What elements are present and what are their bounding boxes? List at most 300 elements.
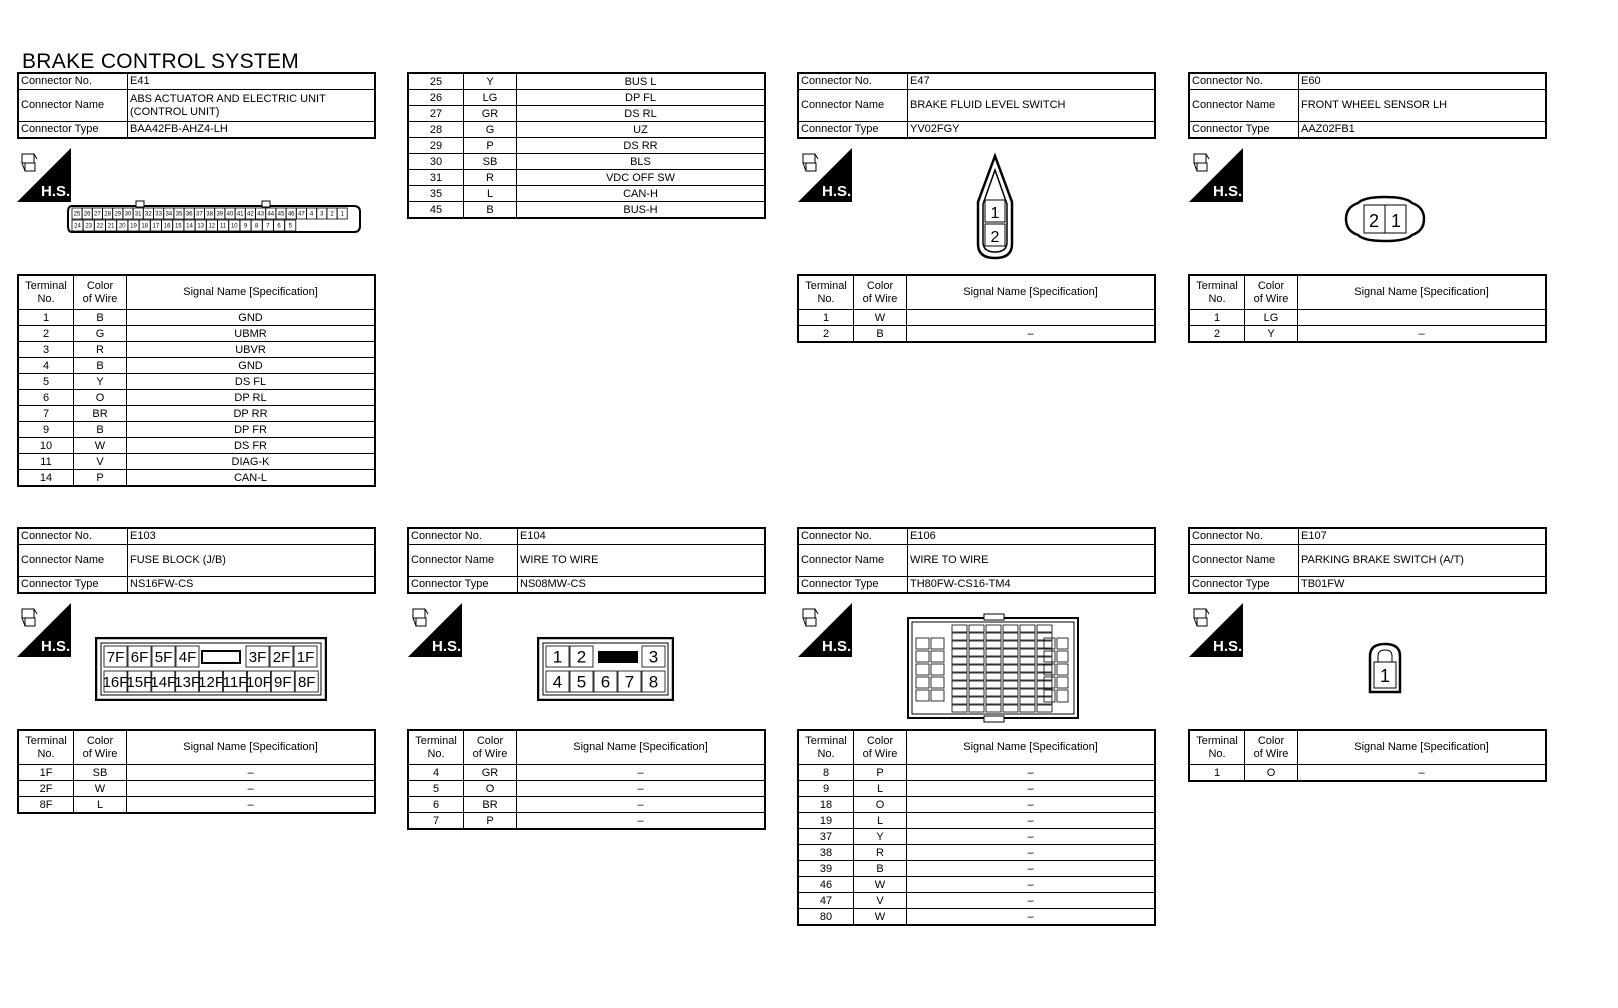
pin-label: 28 (104, 211, 111, 218)
terminal-cavity (952, 681, 967, 688)
color-header: Color of Wire (74, 275, 127, 310)
harness-side-icon (1189, 603, 1243, 657)
pin-label: 17 (152, 223, 160, 230)
signal-name-cell: VDC OFF SW (517, 170, 766, 186)
connector-info-e106 (797, 527, 1156, 594)
connector-name-label: Connector Name (1189, 90, 1299, 122)
pin-label: 24 (74, 223, 81, 230)
wire-color-cell: V (74, 454, 127, 470)
table-row (408, 765, 765, 781)
terminal-cavity (1020, 657, 1035, 664)
pin-label: 8F (297, 673, 316, 691)
pin-label: 36 (185, 211, 193, 218)
signal-name-cell: DP RR (127, 406, 376, 422)
terminal-cavity (986, 625, 1001, 632)
connector-no-value: E106 (908, 528, 1156, 545)
terminal-no-cell: 19 (798, 813, 854, 829)
terminal-cavity (1020, 697, 1035, 704)
terminal-cavity (916, 664, 929, 675)
pin-label: 16F (102, 673, 129, 691)
terminal-cavity (1057, 690, 1068, 702)
terminal-no-cell: 4 (18, 358, 74, 374)
signal-name-cell: – (907, 781, 1156, 797)
pin-label: 2 (576, 647, 587, 667)
wire-color-cell: P (854, 765, 907, 781)
pin-label: 31 (134, 211, 142, 218)
connector-no-value: E107 (1299, 528, 1547, 545)
terminal-table-e106 (797, 729, 1156, 926)
terminal-cavity (1037, 681, 1052, 688)
signal-name-cell: – (517, 797, 766, 813)
harness-side-icon (17, 148, 71, 202)
color-header: Color of Wire (1245, 730, 1298, 765)
terminal-no-cell: 9 (18, 422, 74, 438)
harness-side-icon (798, 148, 852, 202)
color-header: Color of Wire (1245, 275, 1298, 310)
signal-name-cell: DP RL (127, 390, 376, 406)
connector-info-e60 (1188, 72, 1547, 139)
terminal-no-cell: 6 (18, 390, 74, 406)
terminal-no-cell: 6 (408, 797, 464, 813)
table-row (798, 781, 1155, 797)
connector-name-label: Connector Name (798, 90, 908, 122)
terminal-no-cell: 1 (1189, 310, 1245, 326)
terminal-cavity (952, 665, 967, 672)
connector-type-label: Connector Type (18, 122, 128, 139)
connector-no-label: Connector No. (408, 528, 518, 545)
terminal-cavity (1020, 681, 1035, 688)
table-row (18, 422, 375, 438)
terminal-cavity (986, 681, 1001, 688)
pin-label: 25 (73, 211, 81, 218)
table-row (18, 406, 375, 422)
pin-label: 3 (648, 647, 659, 667)
terminal-table-e41 (17, 274, 376, 487)
connector-name-value: FUSE BLOCK (J/B) (128, 545, 376, 577)
table-row (18, 797, 375, 814)
signal-name-cell: DS FR (127, 438, 376, 454)
connector-no-value: E47 (908, 73, 1156, 90)
terminal-cavity (931, 690, 944, 701)
pin-label: 8 (648, 672, 659, 692)
pin-label: 7F (106, 648, 125, 666)
terminal-cavity (1003, 705, 1018, 712)
signal-header: Signal Name [Specification] (127, 730, 376, 765)
wire-color-cell: Y (1245, 326, 1298, 343)
terminal-cavity (952, 625, 967, 632)
terminal-cavity (969, 705, 984, 712)
terminal-cavity (969, 681, 984, 688)
terminal-cavity (1037, 673, 1052, 680)
terminal-header: Terminal No. (408, 730, 464, 765)
pin-label: 46 (287, 211, 295, 218)
wire-color-cell: GR (464, 106, 517, 122)
terminal-no-cell: 26 (408, 90, 464, 106)
table-row (798, 893, 1155, 909)
connector-face-e103 (95, 637, 327, 701)
terminal-cavity (1003, 641, 1018, 648)
wire-color-cell: B (74, 358, 127, 374)
terminal-table-e107 (1188, 729, 1547, 782)
signal-name-cell: – (907, 829, 1156, 845)
pin-label: 11F (222, 673, 248, 691)
terminal-no-cell: 2F (18, 781, 74, 797)
table-row (18, 326, 375, 342)
terminal-cavity (1003, 689, 1018, 696)
pin-label: 1F (296, 648, 315, 666)
connector-no-value: E60 (1299, 73, 1547, 90)
signal-name-cell: – (907, 893, 1156, 909)
signal-name-cell: BUS L (517, 73, 766, 90)
terminal-cavity (931, 664, 944, 675)
terminal-cavity (1020, 705, 1035, 712)
pin-label: 29 (114, 211, 122, 218)
pin-label: 6 (277, 223, 281, 230)
terminal-cavity (1020, 665, 1035, 672)
table-row (408, 106, 765, 122)
table-row (18, 342, 375, 358)
terminal-cavity (1037, 625, 1052, 632)
connector-type-label: Connector Type (18, 577, 128, 594)
wire-color-cell: R (74, 342, 127, 358)
wire-color-cell: L (464, 186, 517, 202)
connector-type-label: Connector Type (798, 577, 908, 594)
pin-label: 9 (243, 223, 248, 230)
pin-label: 22 (96, 223, 104, 230)
terminal-cavity (931, 651, 944, 662)
connector-no-value: E104 (518, 528, 766, 545)
signal-name-cell: – (517, 765, 766, 781)
terminal-cavity (969, 625, 984, 632)
terminal-cavity (1037, 633, 1052, 640)
pin-label: 47 (298, 211, 305, 218)
table-row (408, 90, 765, 106)
connector-face-e47 (970, 152, 1020, 264)
pin-label: 1 (552, 647, 563, 667)
pin-label: 1 (340, 211, 344, 218)
connector-no-label: Connector No. (18, 528, 128, 545)
wire-color-cell: B (74, 310, 127, 326)
hs-label: H.S. (822, 183, 852, 200)
terminal-cavity (969, 641, 984, 648)
terminal-cavity (1037, 697, 1052, 704)
terminal-cavity (916, 677, 929, 688)
pin-label: 3 (320, 211, 324, 218)
signal-name-cell: – (907, 797, 1156, 813)
signal-name-cell: DS RR (517, 138, 766, 154)
terminal-cavity (1003, 697, 1018, 704)
terminal-cavity (986, 649, 1001, 656)
terminal-no-cell: 3 (18, 342, 74, 358)
page-title: BRAKE CONTROL SYSTEM (22, 50, 300, 73)
connector-type-label: Connector Type (1189, 122, 1299, 139)
connector-type-value: BAA42FB-AHZ4-LH (128, 122, 376, 139)
pin-label: 11 (219, 223, 227, 230)
terminal-no-cell: 30 (408, 154, 464, 170)
terminal-cavity (986, 673, 1001, 680)
connector-name-line: ABS ACTUATOR AND ELECTRIC UNIT (130, 92, 326, 105)
table-row (408, 186, 765, 202)
wire-color-cell: B (854, 861, 907, 877)
pin-label: 5F (154, 648, 173, 666)
terminal-cavity (969, 697, 984, 704)
terminal-table-e104 (407, 729, 766, 830)
signal-name-cell: – (907, 909, 1156, 926)
table-row (408, 154, 765, 170)
pin-label: 32 (145, 211, 152, 218)
connector-name-label: Connector Name (1189, 545, 1299, 577)
harness-side-icon (408, 603, 462, 657)
terminal-cavity (1020, 649, 1035, 656)
table-row (1189, 326, 1546, 343)
signal-name-cell: – (1298, 765, 1547, 782)
terminal-cavity (1003, 649, 1018, 656)
wire-color-cell: L (854, 781, 907, 797)
signal-header: Signal Name [Specification] (907, 730, 1156, 765)
hs-label: H.S. (432, 638, 462, 655)
terminal-cavity (952, 641, 967, 648)
signal-name-cell: UZ (517, 122, 766, 138)
table-row (798, 310, 1155, 326)
wire-color-cell: B (854, 326, 907, 343)
signal-name-cell: – (907, 326, 1156, 343)
signal-name-cell: BLS (517, 154, 766, 170)
pin-label: 16 (163, 223, 171, 230)
terminal-header: Terminal No. (18, 730, 74, 765)
table-row (1189, 310, 1546, 326)
table-row (408, 781, 765, 797)
terminal-no-cell: 1 (18, 310, 74, 326)
pin-label: 1 (1379, 666, 1391, 686)
signal-name-cell: – (907, 813, 1156, 829)
pin-label: 42 (247, 211, 254, 218)
connector-name-value (128, 90, 376, 122)
terminal-no-cell: 37 (798, 829, 854, 845)
pin-label: 40 (226, 211, 234, 218)
color-header: Color of Wire (854, 275, 907, 310)
pin-label: 14 (186, 223, 193, 230)
terminal-cavity (1037, 665, 1052, 672)
terminal-header: Terminal No. (18, 275, 74, 310)
pin-label: 20 (118, 223, 126, 230)
terminal-cavity (969, 657, 984, 664)
terminal-no-cell: 4 (408, 765, 464, 781)
table-row (798, 813, 1155, 829)
pin-label: 45 (277, 211, 285, 218)
connector-name-value: WIRE TO WIRE (518, 545, 766, 577)
pin-label: 26 (83, 211, 91, 218)
table-row (798, 797, 1155, 813)
wire-color-cell: P (464, 138, 517, 154)
connector-info-e41 (17, 72, 376, 139)
terminal-cavity (1037, 705, 1052, 712)
terminal-cavity (986, 641, 1001, 648)
terminal-no-cell: 5 (18, 374, 74, 390)
terminal-cavity (1003, 665, 1018, 672)
terminal-cavity (1044, 651, 1055, 662)
terminal-cavity (952, 705, 967, 712)
terminal-cavity (1003, 681, 1018, 688)
signal-name-cell: – (907, 877, 1156, 893)
terminal-cavity (969, 649, 984, 656)
pin-label: 27 (94, 211, 101, 218)
table-row (18, 454, 375, 470)
wire-color-cell: P (464, 813, 517, 830)
terminal-cavity (1003, 673, 1018, 680)
table-row (18, 310, 375, 326)
terminal-header: Terminal No. (798, 275, 854, 310)
pin-label: 2 (990, 229, 1000, 246)
wire-color-cell: V (854, 893, 907, 909)
table-row (408, 138, 765, 154)
wire-color-cell: Y (74, 374, 127, 390)
terminal-no-cell: 1 (798, 310, 854, 326)
wire-color-cell: BR (74, 406, 127, 422)
terminal-header: Terminal No. (798, 730, 854, 765)
terminal-cavity (1003, 657, 1018, 664)
terminal-no-cell: 11 (18, 454, 74, 470)
terminal-no-cell: 8F (18, 797, 74, 814)
signal-name-cell (907, 310, 1156, 326)
terminal-cavity (1037, 641, 1052, 648)
signal-name-cell: – (1298, 326, 1547, 343)
table-row (798, 861, 1155, 877)
terminal-cavity (969, 689, 984, 696)
table-row (18, 470, 375, 487)
wire-color-cell: P (74, 470, 127, 487)
pin-label: 37 (196, 211, 203, 218)
terminal-cavity (1003, 625, 1018, 632)
pin-label: 21 (107, 223, 115, 230)
signal-name-cell: DP FL (517, 90, 766, 106)
pin-label: 19 (130, 223, 137, 230)
connector-no-label: Connector No. (18, 73, 128, 90)
pin-label: 4F (178, 648, 197, 666)
terminal-cavity (952, 649, 967, 656)
wire-color-cell: B (74, 422, 127, 438)
terminal-cavity (952, 657, 967, 664)
pin-label: 3F (248, 648, 267, 666)
connector-face-e107 (1364, 642, 1406, 694)
signal-name-cell: – (907, 861, 1156, 877)
signal-name-cell: UBVR (127, 342, 376, 358)
terminal-cavity (916, 638, 929, 649)
wire-color-cell: LG (464, 90, 517, 106)
terminal-no-cell: 18 (798, 797, 854, 813)
hs-label: H.S. (1213, 183, 1243, 200)
table-row (798, 829, 1155, 845)
terminal-cavity (986, 689, 1001, 696)
wire-color-cell: W (854, 909, 907, 926)
wire-color-cell: O (1245, 765, 1298, 782)
connector-type-value: YV02FGY (908, 122, 1156, 139)
pin-label: 43 (257, 211, 264, 218)
harness-side-icon (17, 603, 71, 657)
terminal-no-cell: 25 (408, 73, 464, 90)
connector-info-e103 (17, 527, 376, 594)
signal-header: Signal Name [Specification] (517, 730, 766, 765)
terminal-cavity (1037, 657, 1052, 664)
signal-name-cell (1298, 310, 1547, 326)
wire-color-cell: G (74, 326, 127, 342)
wire-color-cell: L (74, 797, 127, 814)
terminal-cavity (1020, 625, 1035, 632)
terminal-no-cell: 2 (1189, 326, 1245, 343)
connector-name-label: Connector Name (408, 545, 518, 577)
pin-label: 41 (236, 211, 244, 218)
connector-no-value: E41 (128, 73, 376, 90)
connector-name-value: WIRE TO WIRE (908, 545, 1156, 577)
connector-no-label: Connector No. (798, 73, 908, 90)
terminal-no-cell: 1 (1189, 765, 1245, 782)
blank-cavity (202, 651, 240, 663)
connector-type-label: Connector Type (798, 122, 908, 139)
terminal-cavity (952, 697, 967, 704)
signal-name-cell: – (517, 781, 766, 797)
signal-name-cell: DIAG-K (127, 454, 376, 470)
table-row (408, 122, 765, 138)
signal-name-cell: UBMR (127, 326, 376, 342)
terminal-cavity (916, 651, 929, 662)
pin-label: 35 (175, 211, 183, 218)
connector-name-label: Connector Name (798, 545, 908, 577)
connector-info-e107 (1188, 527, 1547, 594)
hs-label: H.S. (41, 183, 71, 200)
table-row (408, 797, 765, 813)
table-row (18, 358, 375, 374)
terminal-cavity (969, 665, 984, 672)
terminal-cavity (1020, 689, 1035, 696)
terminal-no-cell: 29 (408, 138, 464, 154)
terminal-cavity (1020, 633, 1035, 640)
connector-info-e47 (797, 72, 1156, 139)
hs-label: H.S. (1213, 638, 1243, 655)
table-row (1189, 765, 1546, 782)
pin-label: 7 (266, 223, 270, 230)
table-row (798, 765, 1155, 781)
connector-face-e106 (906, 612, 1080, 724)
connector-name-value: PARKING BRAKE SWITCH (A/T) (1299, 545, 1547, 577)
pin-label: 2 (1368, 211, 1380, 231)
table-row (798, 326, 1155, 343)
wire-color-cell: R (854, 845, 907, 861)
terminal-cavity (916, 690, 929, 701)
signal-name-cell: GND (127, 310, 376, 326)
wire-color-cell: L (854, 813, 907, 829)
wire-color-cell: W (74, 438, 127, 454)
pin-label: 18 (141, 223, 149, 230)
wire-color-cell: G (464, 122, 517, 138)
wire-color-cell: SB (464, 154, 517, 170)
pin-label: 7 (624, 672, 635, 692)
table-row (408, 202, 765, 219)
terminal-no-cell: 9 (798, 781, 854, 797)
terminal-no-cell: 31 (408, 170, 464, 186)
signal-name-cell: – (907, 845, 1156, 861)
connector-no-label: Connector No. (1189, 528, 1299, 545)
terminal-cavity (986, 665, 1001, 672)
table-row (18, 765, 375, 781)
signal-name-cell: – (127, 765, 376, 781)
connector-type-value: NS16FW-CS (128, 577, 376, 594)
wire-color-cell: W (854, 877, 907, 893)
wire-color-cell: O (464, 781, 517, 797)
pin-label: 44 (267, 211, 275, 218)
terminal-no-cell: 7 (408, 813, 464, 830)
terminal-cavity (952, 673, 967, 680)
terminal-no-cell: 2 (18, 326, 74, 342)
table-row (408, 813, 765, 830)
